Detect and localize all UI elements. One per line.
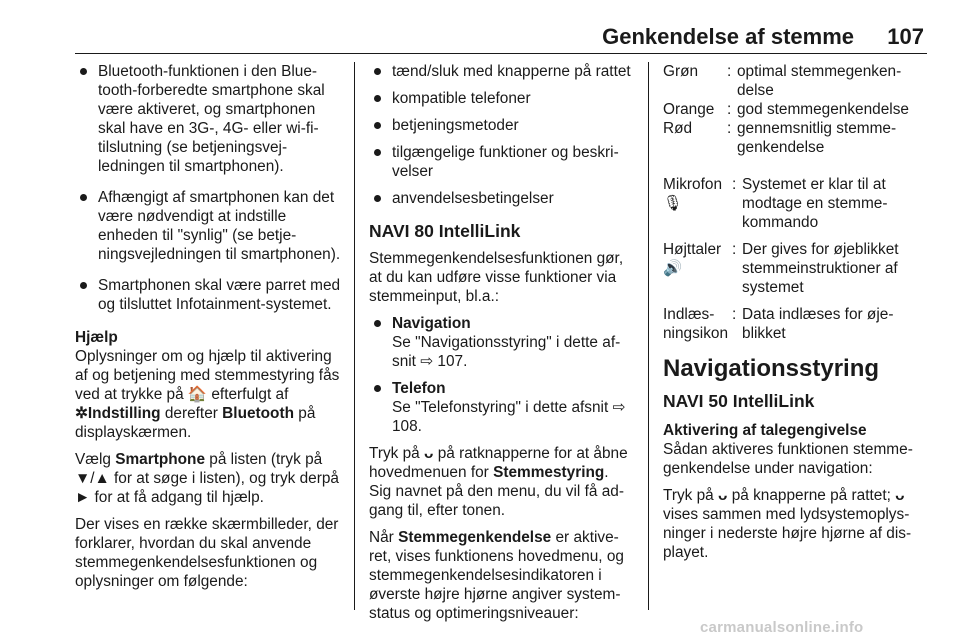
column-3 [663, 62, 925, 570]
indicator-value: Der gives for øjeblikket stemmeinstruktioner af systemet [742, 241, 899, 296]
text-run: Tryk på [369, 445, 425, 462]
color-value: gennemsnitlig stemmegenkendelse [737, 120, 897, 156]
column-1 [75, 62, 343, 599]
indicator-value: Data indlæses for øjeblikket [742, 306, 894, 342]
column-divider-1 [354, 62, 355, 610]
colon: : [727, 101, 732, 118]
text-run: Vælg [75, 451, 116, 468]
watermark: carmanualsonline.info [700, 619, 864, 636]
help-topics-list [369, 62, 633, 208]
list-item: tænd/sluk med knapperne på rattet [369, 62, 633, 81]
table-row [663, 119, 925, 157]
page-title: Genkendelse af stemme [602, 24, 854, 49]
colon: : [732, 306, 737, 323]
item-title: Telefon [392, 380, 446, 397]
item-title: Navigation [392, 315, 471, 332]
microphone-icon: Mikrofon 🎙 [663, 176, 723, 212]
color-key: Grøn [663, 63, 699, 80]
voice-control-icon: ᴗ [895, 487, 905, 504]
help-paragraph-2 [75, 450, 343, 507]
text-run: vises sammen med lydsystemoplysninger i nederste højre hjørne af displayet. [663, 506, 912, 561]
text-run: efterfulgt af [207, 386, 289, 403]
table-row [663, 297, 925, 343]
indicator-value: Systemet er klar til at modtage en stemmekommando [742, 176, 888, 231]
navi80-intro: Stemmegenkendelsesfunktionen gør, at du kan udføre visse funktioner via stemmeinput, bl.a.: [369, 250, 624, 305]
table-row [663, 62, 925, 100]
navi80-heading: NAVI 80 IntelliLink [369, 221, 521, 241]
colon: : [727, 120, 732, 137]
indicator-icons-table [663, 175, 925, 343]
menu-name-stemmegenkendelse: Stemmegenkendelse [398, 529, 552, 546]
text-run: på ratknapperne for at åbne hovedmenuen for [369, 445, 628, 481]
activation-heading: Aktivering af talegengivelse [663, 422, 867, 439]
menu-name-stemmestyring: Stemmestyring [493, 464, 605, 481]
table-row [663, 100, 925, 119]
voice-control-icon: ᴗ [718, 487, 728, 504]
navi50-heading: NAVI 50 IntelliLink [663, 391, 815, 411]
menu-name-indstilling: Indstilling [87, 405, 161, 422]
colon: : [732, 176, 737, 193]
page-header [0, 0, 960, 53]
activation-paragraph-2 [663, 486, 925, 562]
list-item: kompatible telefoner [369, 89, 633, 108]
text-run: på listen (tryk på ▼/▲ for at søge i listen), og tryk derpå ► for at få adgang til hjælp. [75, 451, 339, 506]
help-paragraph-1 [75, 347, 343, 442]
speaker-icon: Højttaler 🔊 [663, 241, 722, 277]
color-key: Orange [663, 101, 715, 118]
color-value: god stemmegenkendelse [737, 101, 909, 118]
indicator-colors-table [663, 62, 925, 157]
help-paragraph-3: Der vises en række skærmbilleder, der forklarer, hvordan du skal anvende stemmegenkendelsesfunktionen og oplysninger om følgende: [75, 516, 339, 590]
requirements-list [75, 62, 343, 314]
menu-name-smartphone: Smartphone [115, 451, 206, 468]
settings-icon: ✲ [75, 405, 88, 422]
colon: : [727, 63, 732, 80]
list-item: Smartphonen skal være parret med og tilsluttet Infotainment-systemet. [75, 276, 343, 314]
item-text: Se "Navigationsstyring" i dette afsnit ⇨ 107. [392, 334, 621, 370]
home-icon: 🏠 [187, 386, 208, 403]
help-heading: Hjælp [75, 329, 118, 346]
list-item: anvendelsesbetingelser [369, 189, 633, 208]
colon: : [732, 241, 737, 258]
text-run: Når [369, 529, 399, 546]
table-row [663, 175, 925, 232]
text-run: på displayskærmen. [75, 405, 316, 441]
color-value: optimal stemmegenkendelse [737, 63, 902, 99]
header-divider [75, 53, 927, 54]
text-run: er aktiveret, vises funktionens hovedmenu, og stemmegenkendelsesindikatoren i øverste højre hjørne angiver systemstatus og optimeringsniveauer: [369, 529, 624, 622]
list-item: Afhængigt af smartphonen kan det være nødvendigt at indstille enheden til "synlig" (se betjeningsvejledningen til smartphonen). [75, 188, 343, 264]
section-title: Navigationsstyring [663, 355, 880, 382]
text-run: Tryk på [663, 487, 719, 504]
menu-name-bluetooth: Bluetooth [222, 405, 294, 422]
text-run: derefter [160, 405, 223, 422]
press-voice-paragraph [369, 444, 633, 520]
text-run: på knapperne på rattet; [727, 487, 896, 504]
voice-functions-list [369, 314, 633, 436]
spacer [663, 157, 925, 175]
column-2 [369, 62, 633, 631]
activated-paragraph [369, 528, 633, 623]
voice-control-icon: ᴗ [424, 445, 434, 462]
table-row [663, 232, 925, 297]
column-divider-2 [648, 62, 649, 610]
text-run: . Sig navnet på den menu, du vil få adgang til, efter tonen. [369, 464, 624, 519]
color-key: Rød [663, 120, 693, 137]
page-number: 107 [887, 24, 924, 49]
list-item-navigation [369, 314, 633, 371]
item-text: Se "Telefonstyring" i dette afsnit ⇨ 108. [392, 399, 626, 435]
list-item: tilgængelige funktioner og beskrivelser [369, 143, 633, 181]
activation-paragraph-1: Sådan aktiveres funktionen stemmegenkendelse under navigation: [663, 441, 913, 477]
list-item: Bluetooth-funktionen i den Bluetooth-forberedte smartphone skal være aktiveret, og smartphonen skal have en 3G-, 4G- eller wi-fi-tilslutning (se betjeningsvejledningen til smartphonen). [75, 62, 343, 176]
loading-icon-label: Indlæsningsikon [663, 306, 729, 342]
list-item: betjeningsmetoder [369, 116, 633, 135]
text-run: Oplysninger om og hjælp til aktivering af og betjening med stemmestyring fås ved at trykke på [75, 348, 340, 403]
list-item-telefon [369, 379, 633, 436]
